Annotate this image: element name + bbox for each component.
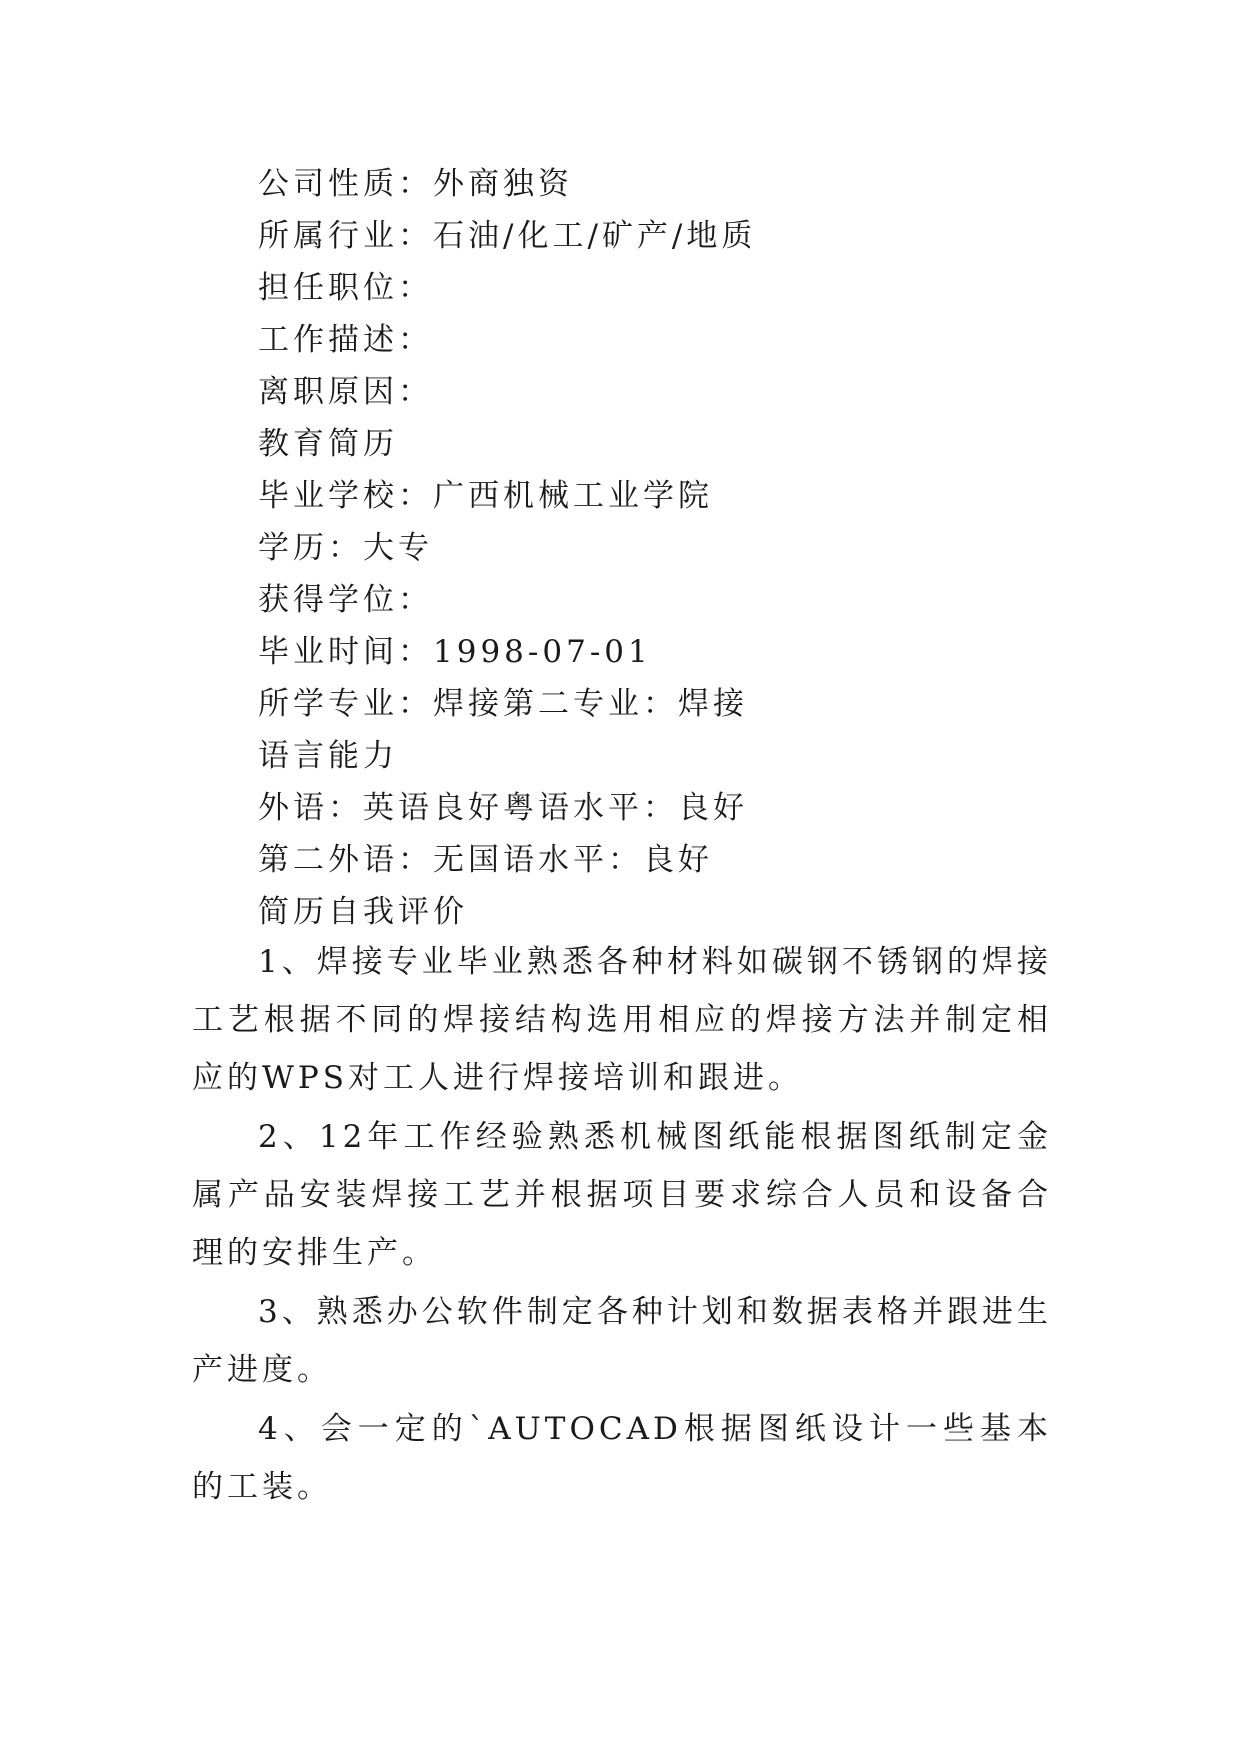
company-nature-line: 公司性质：外商独资 (258, 166, 573, 202)
major-line: 所学专业：焊接第二专业：焊接 (258, 686, 748, 722)
education-heading: 教育简历 (258, 426, 398, 462)
school-line: 毕业学校：广西机械工业学院 (258, 478, 713, 514)
job-description-line: 工作描述： (258, 322, 433, 358)
self-eval-item-1: 1、焊接专业毕业熟悉各种材料如碳钢不锈钢的焊接工艺根据不同的焊接结构选用相应的焊接方法并制定相应的WPS对工人进行焊接培训和跟进。 (192, 944, 1052, 1096)
second-language-line: 第二外语：无国语水平：良好 (258, 842, 713, 878)
self-eval-item-3: 3、熟悉办公软件制定各种计划和数据表格并跟进生产进度。 (192, 1294, 1052, 1388)
degree-level-line: 学历：大专 (258, 530, 433, 566)
position-line: 担任职位： (258, 270, 433, 306)
self-eval-item-2: 2、12年工作经验熟悉机械图纸能根据图纸制定金属产品安装焊接工艺并根据项目要求综合人员和设备合理的安排生产。 (192, 1119, 1052, 1271)
self-eval-item-4: 4、会一定的`AUTOCAD根据图纸设计一些基本的工装。 (192, 1411, 1052, 1505)
foreign-language-line: 外语：英语良好粤语水平：良好 (258, 790, 748, 826)
graduation-date-line: 毕业时间：1998-07-01 (258, 634, 652, 670)
leave-reason-line: 离职原因： (258, 374, 433, 410)
industry-line: 所属行业：石油/化工/矿产/地质 (258, 218, 757, 254)
self-eval-heading: 简历自我评价 (258, 894, 468, 930)
degree-line: 获得学位： (258, 582, 433, 618)
language-heading: 语言能力 (258, 738, 398, 774)
